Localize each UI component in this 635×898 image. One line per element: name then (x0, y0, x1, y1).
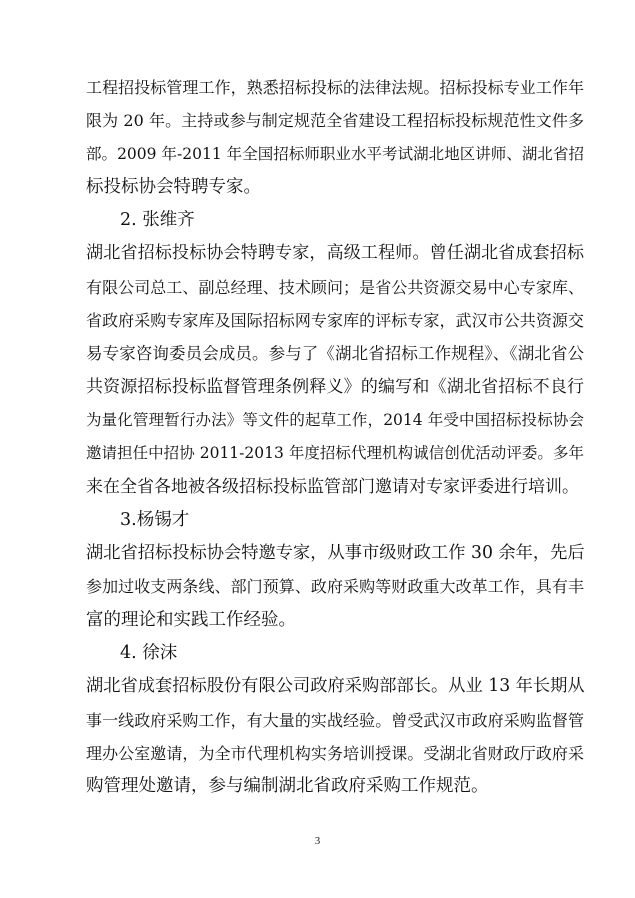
text-line: 易专家咨询委员会成员。参与了《湖北省招标工作规程》、《湖北省公 (86, 344, 584, 364)
text-line: 为量化管理暂行办法》等文件的起草工作，2014 年受中国招标投标协会 (86, 410, 584, 429)
text-line: 标投标协会特聘专家。 (86, 176, 261, 197)
text-line: 工程招投标管理工作，熟悉招标投标的法律法规。招标投标专业工作年 (86, 78, 584, 97)
text-line: 限为 20 年。主持或参与制定规范全省建设工程招标投标规范性文件多 (86, 111, 584, 131)
paragraph-intro-continuation (86, 71, 584, 204)
document-body (86, 71, 584, 804)
paragraph-xu-mo (86, 670, 584, 803)
paragraph-zhang-weiqi (86, 237, 584, 503)
text-line: 部。2009 年-2011 年全国招标师职业水平考试湖北地区讲师、湖北省招 (86, 144, 584, 163)
text-line: 参加过收支两条线、部门预算、政府采购等财政重大改革工作，具有丰 (86, 577, 584, 597)
text-line: 湖北省成套招标股份有限公司政府采购部部长。从业 13 年长期从 (86, 676, 585, 697)
section-heading-xu-mo (86, 637, 584, 670)
paragraph-yang-xicai (86, 537, 584, 637)
page-number: 3 (314, 835, 321, 847)
text-line: 来在全省各地被各级招标投标监管部门邀请对专家评委进行培训。 (86, 476, 579, 497)
text-line: 邀请担任中招协 2011-2013 年度招标代理机构诚信创优活动评委。多年 (86, 444, 584, 463)
text-line-content: 湖北省招标投标协会特聘专家，高级工程师。曾任湖北省成套招标 (86, 243, 584, 264)
heading-text: 4. 徐沫 (120, 643, 178, 664)
text-line: 有限公司总工、副总经理、技术顾问；是省公共资源交易中心专家库、 (86, 277, 584, 297)
text-line: 湖北省招标投标协会特邀专家，从事市级财政工作 30 余年，先后 (86, 543, 585, 564)
text-line: 共资源招标投标监督管理条例释义》的编写和《湖北省招标不良行 (86, 376, 584, 397)
text-line: 购管理处邀请，参与编制湖北省政府采购工作规范。 (86, 776, 489, 797)
section-heading-zhang-weiqi (86, 204, 584, 237)
text-line (86, 237, 584, 270)
text-line: 事一线政府采购工作，有大量的实战经验。曾受武汉市政府采购监督管 (86, 710, 584, 730)
text-line: 省政府采购专家库及国际招标网专家库的评标专家，武汉市公共资源交 (86, 311, 584, 331)
heading-text: 2. 张维齐 (120, 210, 195, 231)
section-heading-yang-xicai (86, 504, 584, 537)
text-line: 理办公室邀请，为全市代理机构实务培训授课。受湖北省财政厅政府采 (86, 743, 584, 763)
text-line: 富的理论和实践工作经验。 (86, 609, 296, 630)
heading-text: 3.杨锡才 (120, 509, 190, 530)
